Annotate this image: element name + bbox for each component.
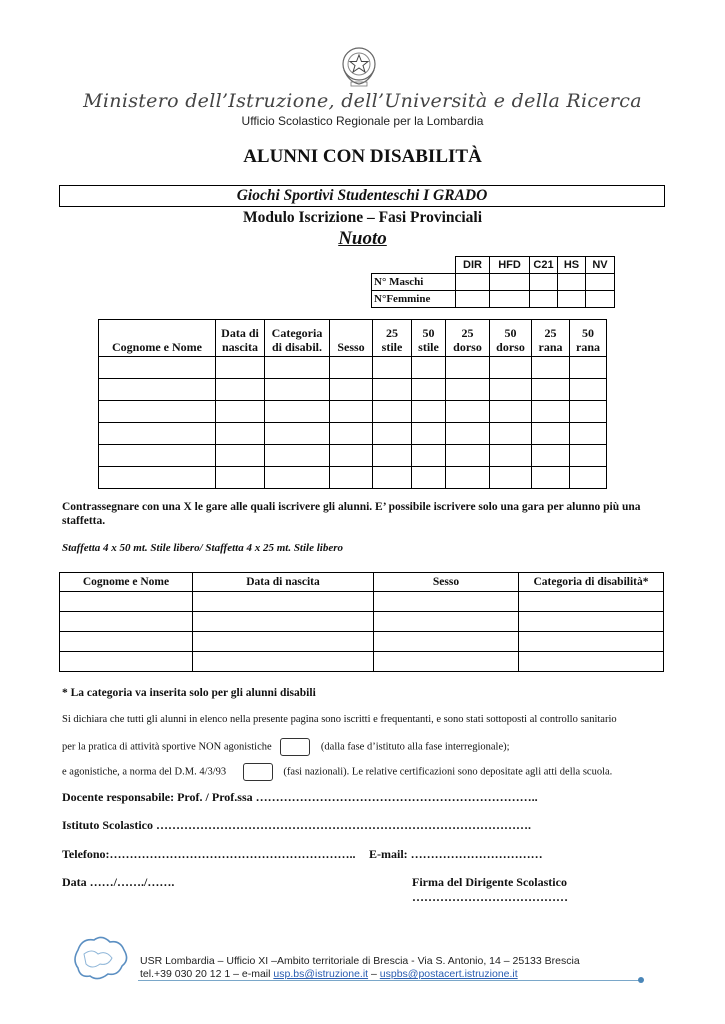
telefono-field[interactable]: Telefono:……………………………………………………..	[62, 847, 356, 861]
count-cell[interactable]	[456, 291, 490, 308]
declaration-line: Si dichiara che tutti gli alunni in elenco nella presente pagina sono iscritti e frequentanti, e sono stati sottoposti al controllo sanitario	[62, 714, 617, 725]
ministry-header: Ministero dell’Istruzione, dell’Università e della Ricerca	[83, 90, 642, 112]
category-header: C21	[530, 257, 558, 274]
column-header: 50 dorso	[490, 320, 532, 357]
column-header: Sesso	[374, 573, 519, 592]
column-header: Sesso	[330, 320, 373, 357]
table-row	[60, 612, 664, 632]
count-cell[interactable]	[586, 291, 615, 308]
table-row	[99, 467, 607, 489]
table-row	[99, 445, 607, 467]
column-header: Categoria di disabilità*	[519, 573, 664, 592]
declaration-line: per la pratica di attività sportive NON agonistiche (dalla fase d’istituto alla fase interregionale);	[62, 738, 510, 756]
relay-title: Staffetta 4 x 50 mt. Stile libero/ Staffetta 4 x 25 mt. Stile libero	[62, 542, 344, 554]
page-title: ALUNNI CON DISABILITÀ	[243, 146, 482, 167]
table-row	[99, 423, 607, 445]
row-label-maschi: N° Maschi	[372, 274, 456, 291]
table-row	[60, 592, 664, 612]
category-header: HFD	[490, 257, 530, 274]
column-header: Data di nascita	[216, 320, 265, 357]
email-link-pec[interactable]: uspbs@postacert.istruzione.it	[379, 968, 518, 980]
count-cell[interactable]	[586, 274, 615, 291]
declaration-line: e agonistiche, a norma del D.M. 4/3/93 (fasi nazionali). Le relative certificazioni sono depositate agli atti della scuola.	[62, 763, 612, 781]
count-cell[interactable]	[490, 291, 530, 308]
agonistic-checkbox[interactable]	[243, 763, 273, 781]
table-row	[60, 652, 664, 672]
table-row	[99, 379, 607, 401]
category-header: DIR	[456, 257, 490, 274]
footer-dot-icon	[638, 977, 644, 983]
count-cell[interactable]	[558, 274, 586, 291]
signature-line[interactable]: …………………………………	[412, 890, 568, 904]
footer-address: USR Lombardia – Ufficio XI –Ambito territoriale di Brescia - Via S. Antonio, 14 – 25133 Brescia tel.+39 030 20 12 1 – e-mail usp.bs@istruzione.it – uspbs@postacert.istruzione.it	[140, 955, 580, 980]
column-header: Cognome e Nome	[60, 573, 193, 592]
date-field[interactable]: Data ……/……./…….	[62, 875, 175, 889]
lombardia-map-icon	[68, 930, 138, 990]
republic-emblem-icon	[339, 44, 379, 88]
count-cell[interactable]	[456, 274, 490, 291]
count-cell[interactable]	[558, 291, 586, 308]
column-header: 50 stile	[412, 320, 446, 357]
footnote: * La categoria va inserita solo per gli alunni disabili	[62, 687, 316, 699]
count-cell[interactable]	[490, 274, 530, 291]
column-header: 25 dorso	[446, 320, 490, 357]
instructions-text: Contrassegnare con una X le gare alle quali iscrivere gli alunni. E’ possibile iscrivere solo una gara per alunno più una staffetta.	[62, 501, 641, 527]
table-row	[99, 401, 607, 423]
count-cell[interactable]	[530, 274, 558, 291]
table-row	[99, 357, 607, 379]
docente-field[interactable]: Docente responsabile: Prof. / Prof.ssa ……………………………………………………………..	[62, 790, 538, 804]
email-link-usp[interactable]: usp.bs@istruzione.it	[273, 968, 369, 980]
form-subtitle: Modulo Iscrizione – Fasi Provinciali	[242, 209, 483, 226]
column-header: 25 stile	[373, 320, 412, 357]
non-agonistic-checkbox[interactable]	[280, 738, 310, 756]
sport-title: Nuoto	[338, 228, 387, 249]
table-row	[60, 632, 664, 652]
race-registration-table	[98, 319, 607, 489]
category-header: HS	[558, 257, 586, 274]
category-count-table	[371, 256, 615, 308]
email-field[interactable]: E-mail: ……………………………	[369, 847, 543, 861]
signature-label: Firma del Dirigente Scolastico	[412, 875, 567, 889]
relay-registration-table	[59, 572, 664, 672]
column-header: Data di nascita	[193, 573, 374, 592]
office-header: Ufficio Scolastico Regionale per la Lombardia	[241, 114, 484, 128]
footer-divider	[138, 980, 640, 981]
category-header: NV	[586, 257, 615, 274]
count-cell[interactable]	[530, 291, 558, 308]
column-header: Categoria di disabil.	[265, 320, 330, 357]
column-header: 25 rana	[532, 320, 570, 357]
column-header: Cognome e Nome	[99, 320, 216, 357]
istituto-field[interactable]: Istituto Scolastico ………………………………………………………………………………….	[62, 818, 531, 832]
column-header: 50 rana	[570, 320, 607, 357]
row-label-femmine: N°Femmine	[372, 291, 456, 308]
event-title: Giochi Sportivi Studenteschi I GRADO	[59, 185, 665, 207]
